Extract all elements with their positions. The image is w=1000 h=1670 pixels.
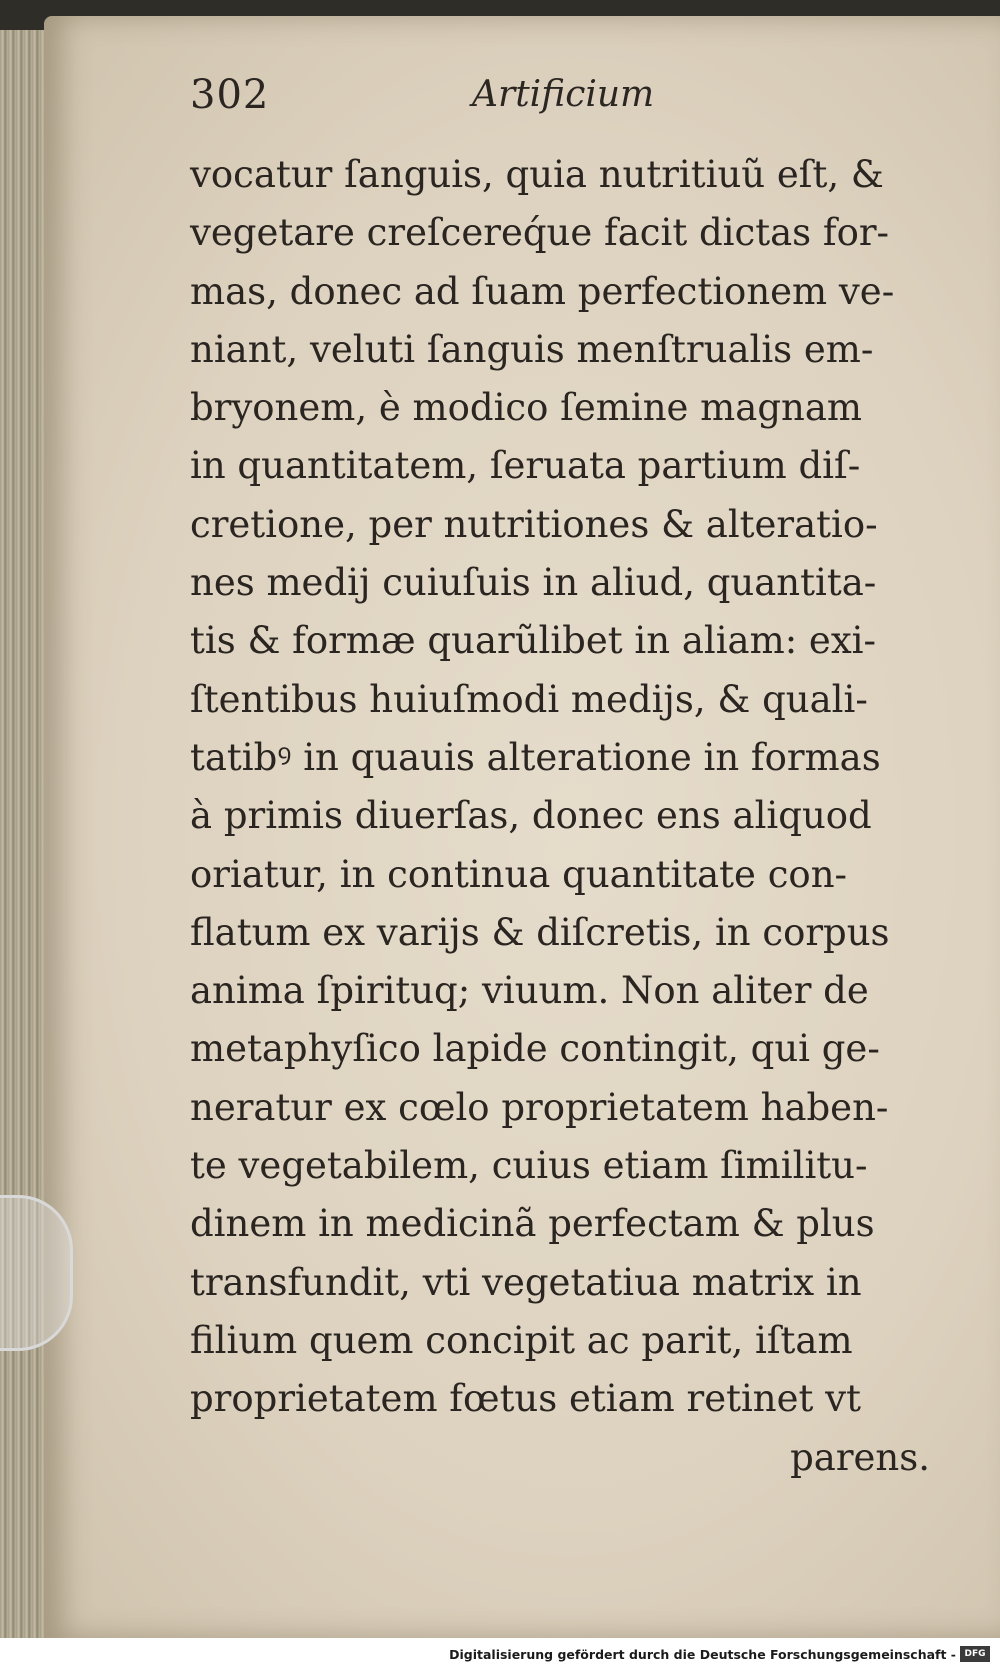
text-line: te vegetabilem, cuius etiam ſimilitu-: [190, 1144, 868, 1188]
text-line: tis & formæ quarũlibet in aliam: exi-: [190, 619, 877, 663]
dfg-logo: DFG: [960, 1646, 990, 1662]
book-edge: [0, 30, 50, 1638]
text-line: oriatur, in continua quantitate con-: [190, 852, 848, 896]
text-line: bryonem, è modico ſemine magnam: [190, 386, 862, 430]
running-title: Artificium: [472, 74, 655, 115]
text-line: dinem in medicinã perfectam & plus: [190, 1202, 875, 1246]
clip-tab: [0, 1195, 73, 1351]
text-line: niant, veluti ſanguis menſtrualis em-: [190, 327, 874, 371]
digitization-footer: [0, 1638, 1000, 1670]
text-line: tatibꝰ in quauis alteratione in formas: [190, 735, 881, 779]
text-line: flatum ex varijs & diſcretis, in corpus: [190, 910, 890, 954]
page-header: [190, 72, 890, 132]
text-line: mas, donec ad ſuam perfectionem ve-: [190, 269, 895, 313]
body-text: [190, 146, 930, 1487]
text-line: in quantitatem, ſeruata partium diſ-: [190, 444, 861, 488]
text-line: neratur ex cœlo proprietatem haben-: [190, 1085, 889, 1129]
text-line: vocatur ſanguis, quia nutritiuũ eſt, &: [190, 153, 884, 196]
text-line: proprietatem fœtus etiam retinet vt: [190, 1377, 861, 1421]
text-line: nes medij cuiuſuis in aliud, quantita-: [190, 561, 877, 605]
text-line: anima ſpirituq; viuum. Non aliter de: [190, 969, 869, 1013]
text-line: vegetare creſcereq́ue facit dictas for-: [190, 211, 890, 255]
page-number: 302: [190, 72, 270, 118]
text-line: filium quem concipit ac parit, iſtam: [190, 1318, 853, 1362]
funding-credit: Digitalisierung gefördert durch die Deutsche Forschungsgemeinschaft -: [449, 1647, 956, 1662]
text-line: à primis diuerſas, donec ens aliquod: [190, 794, 872, 838]
text-line: ſtentibus huiuſmodi medijs, & quali-: [190, 677, 868, 721]
catchword: parens.: [790, 1435, 930, 1479]
text-line: transfundit, vti vegetatiua matrix in: [190, 1260, 862, 1304]
text-line: cretione, per nutritiones & alteratio-: [190, 502, 878, 546]
text-line: metaphyſico lapide contingit, qui ge-: [190, 1027, 880, 1071]
